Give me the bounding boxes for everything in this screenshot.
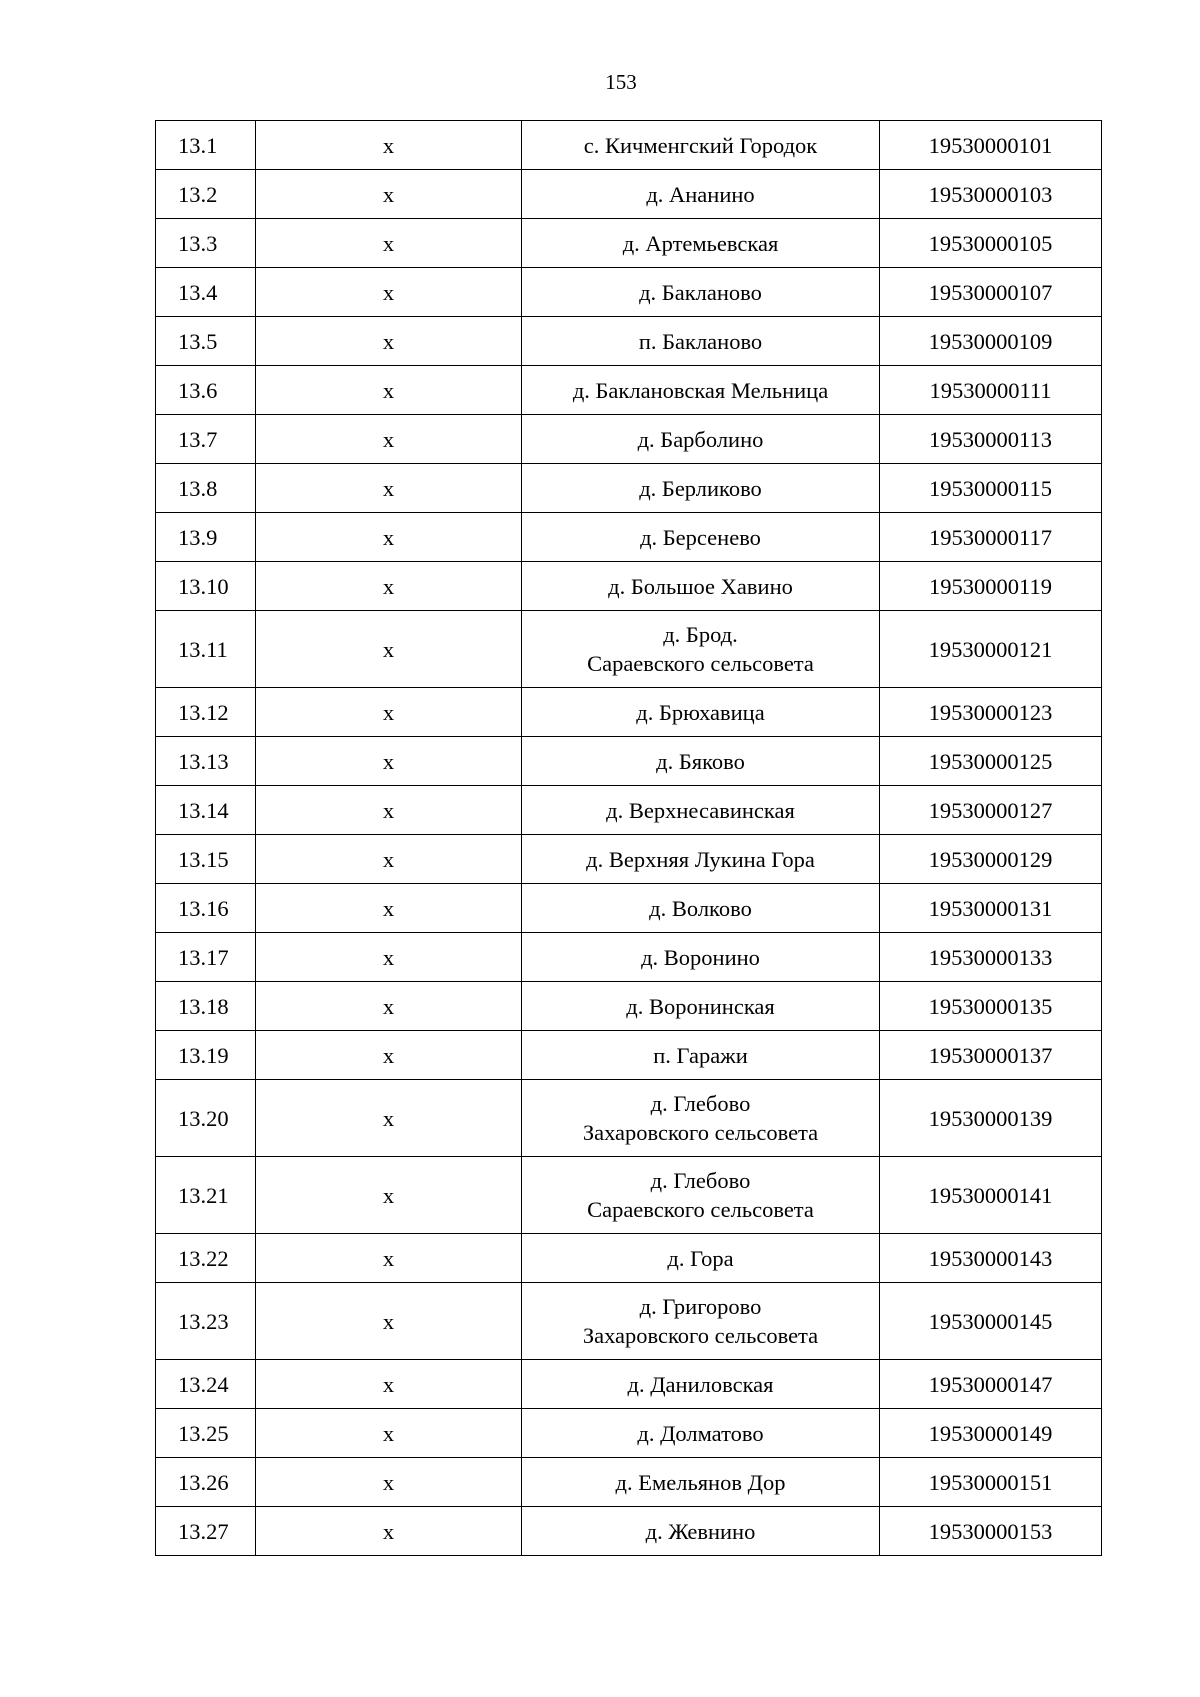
row-number-cell: 13.11 — [156, 611, 256, 688]
settlement-name-cell — [522, 1360, 880, 1409]
table-row — [156, 1234, 1102, 1283]
mark-cell: x — [256, 786, 522, 835]
table-row — [156, 933, 1102, 982]
settlement-name-cell — [522, 268, 880, 317]
settlement-name-line: д. Глебово — [650, 1168, 751, 1193]
settlement-name-cell — [522, 1080, 880, 1157]
table-row — [156, 219, 1102, 268]
oktmo-code-cell: 19530000123 — [880, 688, 1102, 737]
mark-cell: x — [256, 611, 522, 688]
settlement-name-cell — [522, 1458, 880, 1507]
row-number-cell: 13.13 — [156, 737, 256, 786]
settlement-name-line: д. Глебово — [650, 1091, 751, 1116]
settlement-name-cell — [522, 786, 880, 835]
settlement-name-line: д. Воронино — [641, 944, 760, 970]
mark-cell: x — [256, 1234, 522, 1283]
settlement-name-line: д. Бяково — [656, 748, 745, 774]
oktmo-code-cell: 19530000111 — [880, 366, 1102, 415]
settlement-name-line: д. Верхнесавинская — [606, 797, 795, 823]
row-number-cell: 13.6 — [156, 366, 256, 415]
mark-cell: x — [256, 835, 522, 884]
settlement-name-cell — [522, 1031, 880, 1080]
row-number-cell: 13.2 — [156, 170, 256, 219]
mark-cell: x — [256, 1458, 522, 1507]
table-row — [156, 562, 1102, 611]
oktmo-code-cell: 19530000119 — [880, 562, 1102, 611]
settlement-name-cell — [522, 170, 880, 219]
settlement-name-line: д. Артемьевская — [622, 230, 779, 256]
mark-cell: x — [256, 415, 522, 464]
mark-cell: x — [256, 737, 522, 786]
row-number-cell: 13.27 — [156, 1507, 256, 1556]
settlement-name-cell — [522, 611, 880, 688]
settlement-name-cell — [522, 1507, 880, 1556]
mark-cell: x — [256, 884, 522, 933]
mark-cell: x — [256, 933, 522, 982]
table-row — [156, 835, 1102, 884]
table-row — [156, 1409, 1102, 1458]
settlement-name-line: д. Брод. — [663, 622, 738, 647]
settlements-table — [155, 120, 1102, 1556]
table-row — [156, 1031, 1102, 1080]
settlement-name-line: д. Ананино — [646, 181, 755, 207]
settlement-name-line: п. Гаражи — [653, 1042, 748, 1068]
oktmo-code-cell: 19530000105 — [880, 219, 1102, 268]
table-row — [156, 611, 1102, 688]
settlement-name-cell — [522, 1283, 880, 1360]
row-number-cell: 13.14 — [156, 786, 256, 835]
oktmo-code-cell: 19530000153 — [880, 1507, 1102, 1556]
oktmo-code-cell: 19530000125 — [880, 737, 1102, 786]
settlement-name-line: п. Бакланово — [638, 328, 763, 354]
oktmo-code-cell: 19530000127 — [880, 786, 1102, 835]
table-row — [156, 464, 1102, 513]
mark-cell: x — [256, 121, 522, 170]
settlement-name-line: д. Большое Хавино — [608, 573, 793, 599]
oktmo-code-cell: 19530000101 — [880, 121, 1102, 170]
oktmo-code-cell: 19530000131 — [880, 884, 1102, 933]
settlement-name-cell — [522, 366, 880, 415]
table-row — [156, 366, 1102, 415]
row-number-cell: 13.25 — [156, 1409, 256, 1458]
mark-cell: x — [256, 219, 522, 268]
row-number-cell: 13.17 — [156, 933, 256, 982]
oktmo-code-cell: 19530000107 — [880, 268, 1102, 317]
mark-cell: x — [256, 268, 522, 317]
page-number: 153 — [605, 70, 637, 94]
oktmo-code-cell: 19530000115 — [880, 464, 1102, 513]
table-row — [156, 1080, 1102, 1157]
settlement-name-cell — [522, 1157, 880, 1234]
mark-cell: x — [256, 1283, 522, 1360]
settlement-name-line: Сараевского сельсовета — [587, 651, 814, 676]
settlement-name-cell — [522, 933, 880, 982]
settlement-name-line: д. Барболино — [637, 426, 764, 452]
mark-cell: x — [256, 170, 522, 219]
oktmo-code-cell: 19530000151 — [880, 1458, 1102, 1507]
oktmo-code-cell: 19530000139 — [880, 1080, 1102, 1157]
table-row — [156, 982, 1102, 1031]
settlement-name-line: д. Баклановская Мельница — [572, 377, 829, 403]
mark-cell: x — [256, 1080, 522, 1157]
settlement-name-cell — [522, 688, 880, 737]
mark-cell: x — [256, 1507, 522, 1556]
row-number-cell: 13.7 — [156, 415, 256, 464]
oktmo-code-cell: 19530000147 — [880, 1360, 1102, 1409]
mark-cell: x — [256, 1031, 522, 1080]
settlement-name-line: с. Кичменгский Городок — [583, 132, 818, 158]
oktmo-code-cell: 19530000129 — [880, 835, 1102, 884]
settlement-name-cell — [522, 317, 880, 366]
table-row — [156, 1283, 1102, 1360]
settlement-name-line: д. Жевнино — [645, 1518, 756, 1544]
oktmo-code-cell: 19530000103 — [880, 170, 1102, 219]
row-number-cell: 13.1 — [156, 121, 256, 170]
mark-cell: x — [256, 513, 522, 562]
mark-cell: x — [256, 317, 522, 366]
row-number-cell: 13.21 — [156, 1157, 256, 1234]
oktmo-code-cell: 19530000137 — [880, 1031, 1102, 1080]
mark-cell: x — [256, 688, 522, 737]
row-number-cell: 13.23 — [156, 1283, 256, 1360]
settlement-name-line: д. Берсенево — [640, 524, 761, 550]
table-row — [156, 513, 1102, 562]
row-number-cell: 13.26 — [156, 1458, 256, 1507]
oktmo-code-cell: 19530000109 — [880, 317, 1102, 366]
settlement-name-line: д. Бакланово — [639, 279, 762, 305]
row-number-cell: 13.19 — [156, 1031, 256, 1080]
settlement-name-line: Захаровского сельсовета — [582, 1120, 819, 1145]
mark-cell: x — [256, 366, 522, 415]
mark-cell: x — [256, 562, 522, 611]
row-number-cell: 13.16 — [156, 884, 256, 933]
table-body — [156, 121, 1102, 1556]
settlement-name-cell — [522, 1409, 880, 1458]
settlement-name-line: д. Гора — [667, 1245, 734, 1271]
settlement-name-line: д. Воронинская — [626, 993, 775, 1019]
oktmo-code-cell: 19530000141 — [880, 1157, 1102, 1234]
table-row — [156, 1157, 1102, 1234]
row-number-cell: 13.24 — [156, 1360, 256, 1409]
mark-cell: x — [256, 1409, 522, 1458]
settlement-name-line: д. Брюхавица — [636, 699, 765, 725]
table-row — [156, 1507, 1102, 1556]
row-number-cell: 13.20 — [156, 1080, 256, 1157]
settlement-name-line: Захаровского сельсовета — [582, 1323, 819, 1348]
table-row — [156, 688, 1102, 737]
table-row — [156, 1360, 1102, 1409]
table-row — [156, 1458, 1102, 1507]
row-number-cell: 13.3 — [156, 219, 256, 268]
table-row — [156, 121, 1102, 170]
settlement-name-line: д. Волково — [649, 895, 752, 921]
settlement-name-cell — [522, 464, 880, 513]
table-row — [156, 268, 1102, 317]
oktmo-code-cell: 19530000135 — [880, 982, 1102, 1031]
mark-cell: x — [256, 1157, 522, 1234]
row-number-cell: 13.9 — [156, 513, 256, 562]
oktmo-code-cell: 19530000121 — [880, 611, 1102, 688]
row-number-cell: 13.8 — [156, 464, 256, 513]
settlement-name-cell — [522, 835, 880, 884]
row-number-cell: 13.22 — [156, 1234, 256, 1283]
row-number-cell: 13.10 — [156, 562, 256, 611]
table-row — [156, 884, 1102, 933]
settlement-name-line: д. Григорово — [639, 1294, 762, 1319]
settlement-name-cell — [522, 513, 880, 562]
settlement-name-line: д. Верхняя Лукина Гора — [586, 846, 815, 872]
row-number-cell: 13.4 — [156, 268, 256, 317]
row-number-cell: 13.15 — [156, 835, 256, 884]
row-number-cell: 13.12 — [156, 688, 256, 737]
table-row — [156, 317, 1102, 366]
settlement-name-cell — [522, 1234, 880, 1283]
settlement-name-cell — [522, 562, 880, 611]
oktmo-code-cell: 19530000143 — [880, 1234, 1102, 1283]
mark-cell: x — [256, 982, 522, 1031]
settlement-name-line: Сараевского сельсовета — [587, 1197, 814, 1222]
settlement-name-cell — [522, 415, 880, 464]
settlement-name-line: д. Берликово — [639, 475, 762, 501]
settlement-name-line: д. Долматово — [637, 1420, 764, 1446]
table-row — [156, 786, 1102, 835]
table-row — [156, 415, 1102, 464]
oktmo-code-cell: 19530000145 — [880, 1283, 1102, 1360]
oktmo-code-cell: 19530000149 — [880, 1409, 1102, 1458]
settlement-name-cell — [522, 219, 880, 268]
oktmo-code-cell: 19530000133 — [880, 933, 1102, 982]
settlement-name-line: д. Емельянов Дор — [615, 1469, 786, 1495]
row-number-cell: 13.18 — [156, 982, 256, 1031]
settlement-name-cell — [522, 884, 880, 933]
settlement-name-line: д. Даниловская — [627, 1371, 774, 1397]
mark-cell: x — [256, 464, 522, 513]
table-row — [156, 737, 1102, 786]
table-row — [156, 170, 1102, 219]
row-number-cell: 13.5 — [156, 317, 256, 366]
settlement-name-cell — [522, 121, 880, 170]
mark-cell: x — [256, 1360, 522, 1409]
settlement-name-cell — [522, 737, 880, 786]
oktmo-code-cell: 19530000113 — [880, 415, 1102, 464]
settlement-name-cell — [522, 982, 880, 1031]
oktmo-code-cell: 19530000117 — [880, 513, 1102, 562]
